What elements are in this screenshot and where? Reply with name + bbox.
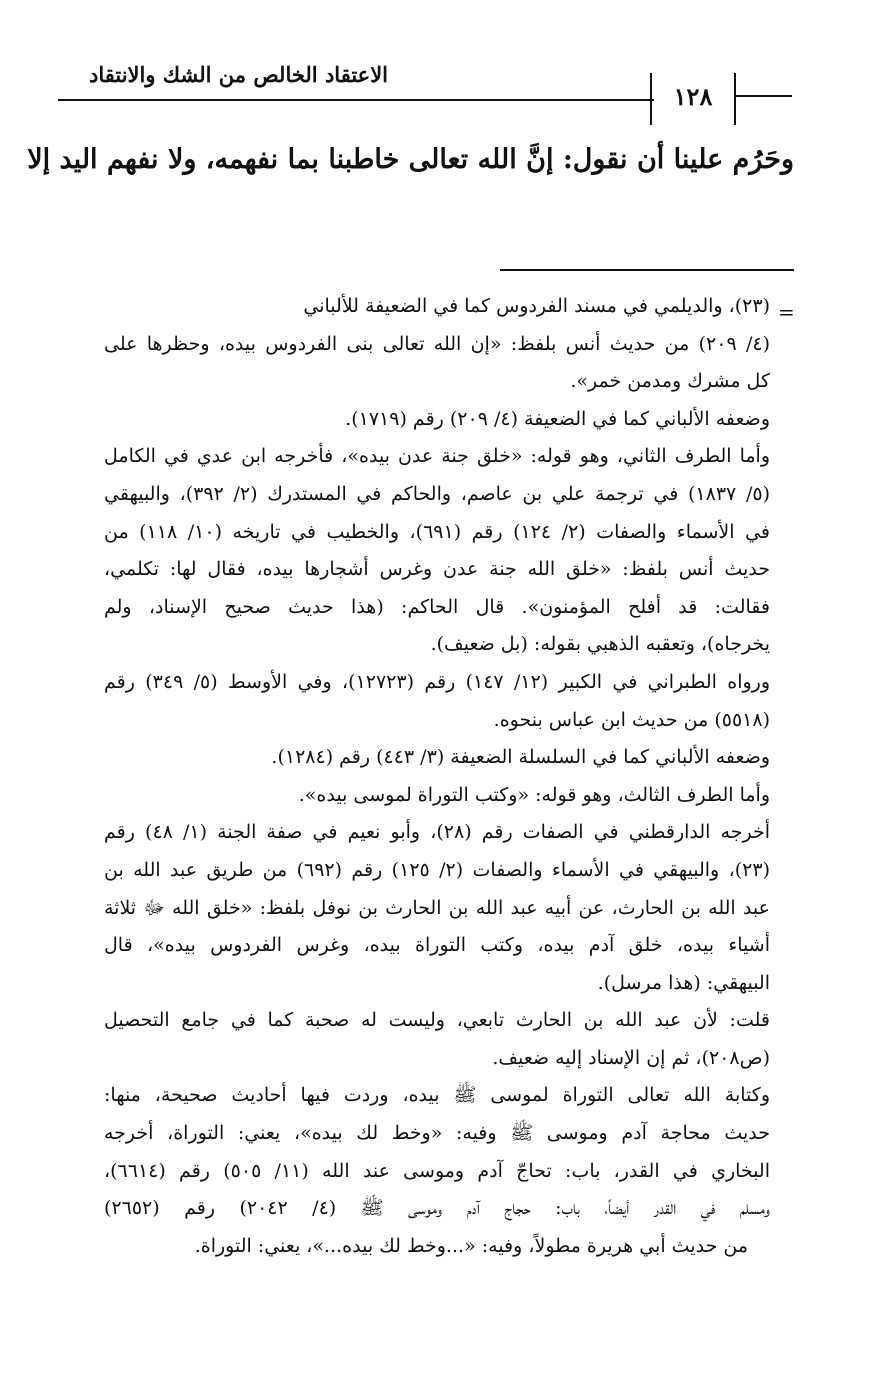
footnote-line: (٤/ ٢٠٩) من حديث أنس بلفظ: «إن الله تعالى بنى الفردوس بيده، وحظرها على	[104, 332, 770, 355]
footnote-line: من حديث أبي هريرة مطولاً، وفيه: «...وخط لك بيده...»، يعني: التوراة.	[194, 1234, 748, 1257]
footnote-line: (٥/ ١٨٣٧) في ترجمة علي بن عاصم، والحاكم في المستدرك (٢/ ٣٩٢)، والبيهقي	[104, 482, 770, 505]
footnote-line: عبد الله بن الحارث، عن أبيه عبد الله بن الحارث بن نوفل بلفظ: «خلق الله ﷻ ثلاثة	[104, 896, 770, 919]
footnote-line: كل مشرك ومدمن خمر».	[570, 370, 770, 393]
footnote-line: ومسلم في القدر أيضاً، باب: حجاج آدم وموسى ﷺ (٤/ ٢٠٤٢) رقم (٢٦٥٢)	[104, 1197, 770, 1220]
footnote-line: وأما الطرف الثالث، وهو قوله: «وكتب التوراة لموسى بيده».	[298, 783, 770, 806]
page-number-left-bar	[650, 73, 652, 125]
main-text-line: وحَرُم علينا أن نقول: إنَّ الله تعالى خاطبنا بما نفهمه، ولا نفهم اليد إلا	[27, 144, 794, 175]
footnote-line: وضعفه الألباني كما في الضعيفة (٤/ ٢٠٩) رقم (١٧١٩).	[345, 407, 770, 430]
footnote-line: وكتابة الله تعالى التوراة لموسى ﷺ بيده، وردت فيها أحاديث صحيحة، منها:	[104, 1084, 770, 1107]
footnote-line: يخرجاه)، وتعقبه الذهبي بقوله: (بل ضعيف).	[430, 633, 770, 656]
book-title: الاعتقاد الخالص من الشك والانتقاد	[88, 62, 388, 87]
footnote-continuation-mark: =	[778, 300, 795, 324]
footnotes	[104, 288, 770, 1265]
footnote-line: البيهقي: (هذا مرسل).	[597, 971, 770, 994]
footnote-line: البخاري في القدر، باب: تحاجّ آدم وموسى عند الله (١١/ ٥٠٥) رقم (٦٦١٤)،	[104, 1159, 770, 1182]
footnote-line: قلت: لأن عبد الله بن الحارث تابعي، وليست له صحبة كما في جامع التحصيل	[104, 1009, 770, 1032]
footnote-line: أشياء بيده، خلق آدم بيده، وكتب التوراة بيده، وغرس الفردوس بيده»، قال	[104, 934, 770, 957]
footnote-separator	[500, 269, 794, 271]
page-number-right-bar	[734, 73, 736, 125]
header-tick-rule	[736, 95, 792, 97]
footnote-line: (٥٥١٨) من حديث ابن عباس بنحوه.	[493, 708, 770, 731]
footnote-line: ورواه الطبراني في الكبير (١٢/ ١٤٧) رقم (١٢٧٢٣)، وفي الأوسط (٥/ ٣٤٩) رقم	[104, 670, 771, 693]
footnote-line: وأما الطرف الثاني، وهو قوله: «خلق جنة عدن بيده»، فأخرجه ابن عدي في الكامل	[104, 445, 770, 468]
running-header	[0, 0, 885, 120]
header-rule	[58, 99, 654, 101]
footnote-line: حديث أنس بلفظ: «خلق الله جنة عدن وغرس أشجارها بيده، فقال لها: تكلمي،	[104, 558, 770, 581]
footnote-line: فقالت: قد أفلح المؤمنون». قال الحاكم: (هذا حديث صحيح الإسناد، ولم	[104, 595, 770, 618]
footnote-line: (٢٣)، والديلمي في مسند الفردوس كما في الضعيفة للألباني	[303, 295, 770, 317]
footnote-line: أخرجه الدارقطني في الصفات رقم (٢٨)، وأبو نعيم في صفة الجنة (١/ ٤٨) رقم	[104, 821, 771, 844]
footnote-line: (٢٣)، والبيهقي في الأسماء والصفات (٢/ ١٢٥) رقم (٦٩٢) من طريق عبد الله بن	[104, 858, 770, 881]
footnote-line: حديث محاجة آدم وموسى ﷺ وفيه: «وخط لك بيده»، يعني: التوراة، أخرجه	[104, 1122, 770, 1145]
footnote-line: (ص٢٠٨)، ثم إن الإسناد إليه ضعيف.	[492, 1046, 770, 1069]
page-number: ١٢٨	[673, 82, 713, 111]
footnote-line: في الأسماء والصفات (٢/ ١٢٤) رقم (٦٩١)، والخطيب في تاريخه (١٠/ ١١٨) من	[104, 520, 770, 543]
footnote-line: وضعفه الألباني كما في السلسلة الضعيفة (٣/ ٤٤٣) رقم (١٢٨٤).	[271, 746, 770, 769]
